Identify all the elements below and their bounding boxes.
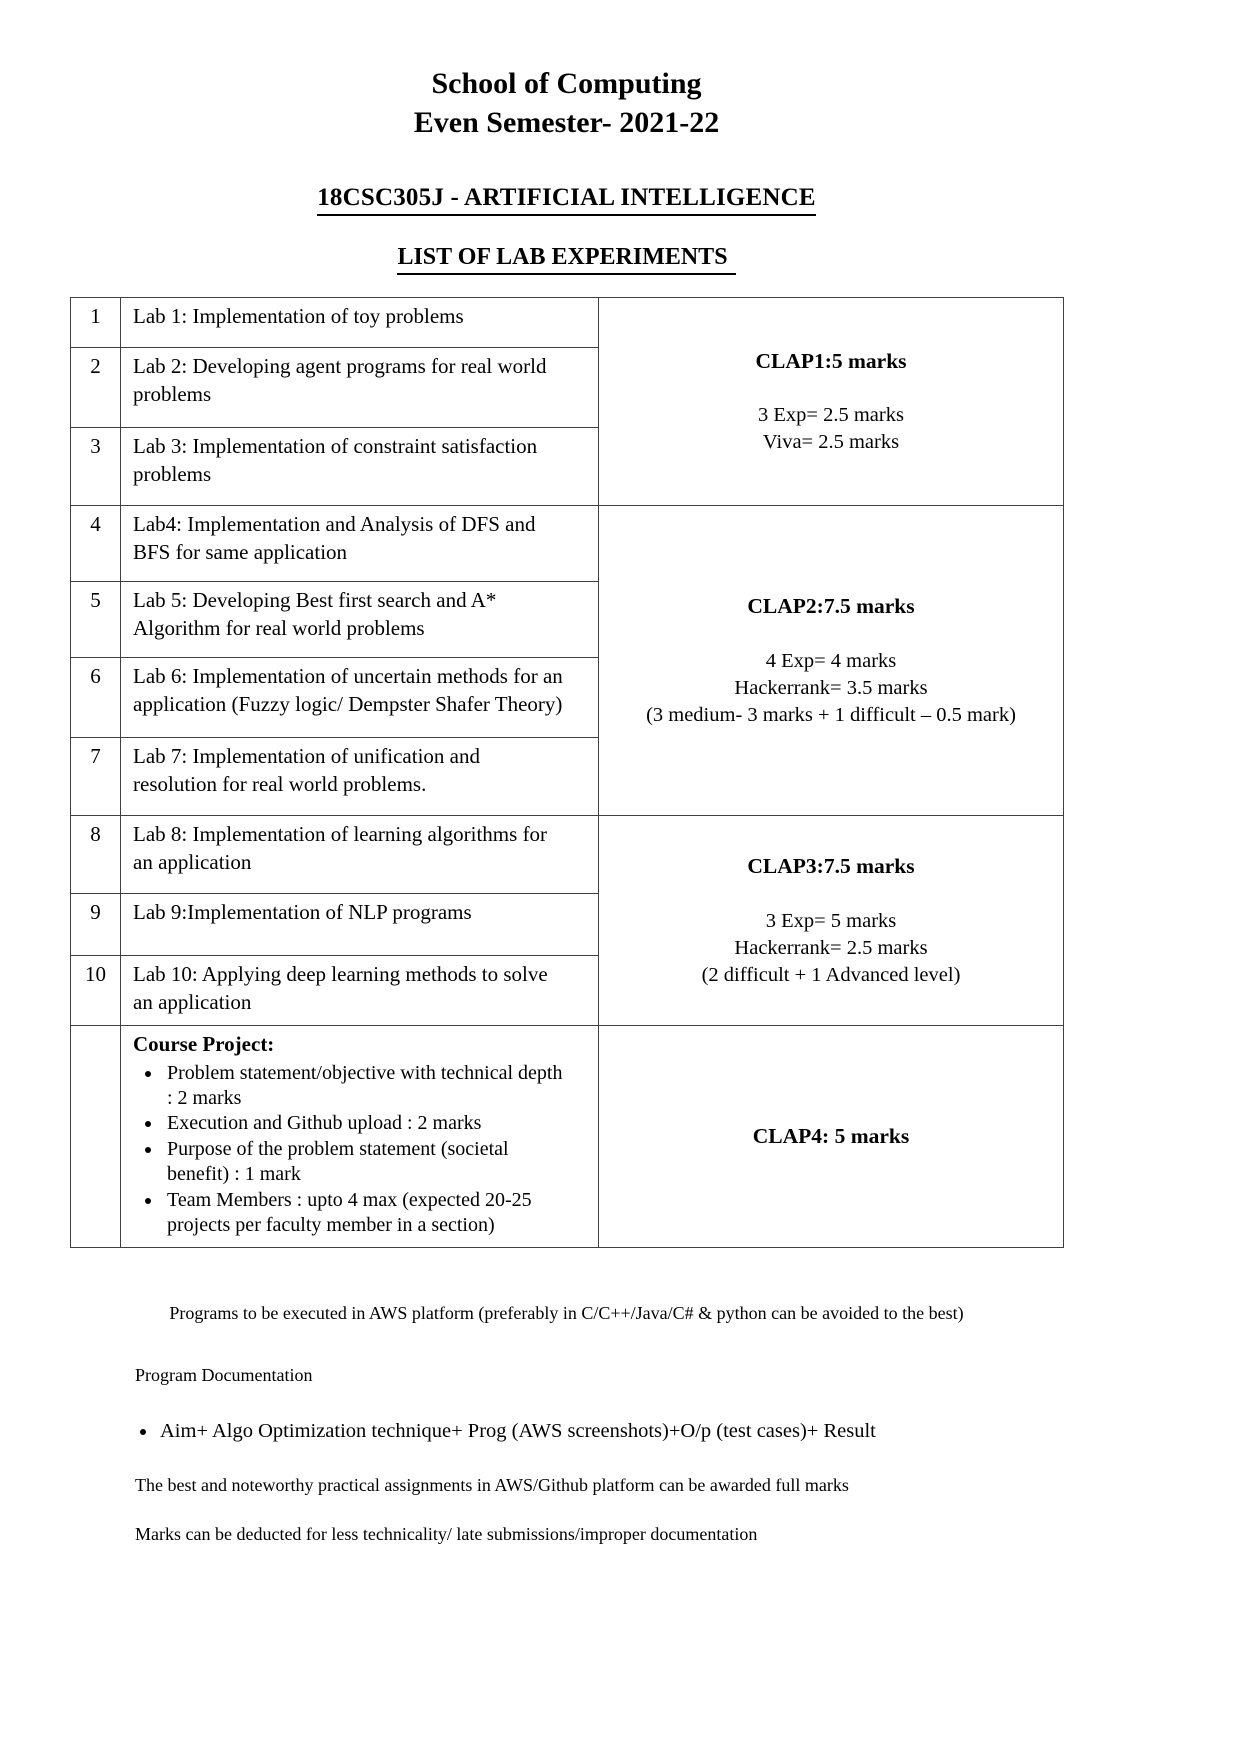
lab-description: Lab 9:Implementation of NLP programs: [121, 894, 599, 956]
lab-description: Lab 6: Implementation of uncertain methods for an application (Fuzzy logic/ Dempster Shafer Theory): [121, 658, 599, 738]
clap1-title: CLAP1:5 marks: [755, 348, 907, 373]
spacer: [609, 621, 1053, 648]
marks-line: 3 Exp= 5 marks: [765, 909, 897, 932]
document-page: [70, 0, 1063, 1545]
lab-description: Lab4: Implementation and Analysis of DFS and BFS for same application: [121, 506, 599, 582]
row-number: 2: [71, 348, 121, 428]
table-row: [71, 298, 1064, 348]
lab-description: Lab 7: Implementation of unification and resolution for real world problems.: [121, 738, 599, 816]
marks-line: Hackerrank= 2.5 marks: [734, 936, 928, 959]
clap2-title: CLAP2:7.5 marks: [747, 594, 915, 619]
marks-cell-clap4: [599, 1026, 1064, 1248]
lab-description: Lab 5: Developing Best first search and A* Algorithm for real world problems: [121, 582, 599, 658]
footer-bullet-list: [70, 1420, 1063, 1443]
row-number: 8: [71, 816, 121, 894]
marks-line: 4 Exp= 4 marks: [765, 649, 897, 672]
marks-line: Hackerrank= 3.5 marks: [734, 676, 928, 699]
lab-description: Lab 3: Implementation of constraint satisfaction problems: [121, 428, 599, 506]
marks-line: 3 Exp= 2.5 marks: [758, 404, 904, 427]
footer-full-marks-note: The best and noteworthy practical assignments in AWS/Github platform can be awarded full marks: [135, 1475, 849, 1495]
row-number: 10: [71, 956, 121, 1026]
row-number: 5: [71, 582, 121, 658]
table-row: [71, 506, 1064, 582]
footer-program-documentation: Program Documentation: [135, 1365, 313, 1385]
marks-line: (2 difficult + 1 Advanced level): [701, 963, 961, 986]
footer-aws-note: Programs to be executed in AWS platform (preferably in C/C++/Java/C# & python can be avoided to the best): [169, 1303, 964, 1323]
list-title-row: [70, 244, 1063, 275]
course-title: 18CSC305J - ARTIFICIAL INTELLIGENCE: [317, 184, 816, 216]
course-project-item: • Execution and Github upload : 2 marks: [163, 1111, 568, 1136]
marks-cell-clap1: [599, 298, 1064, 506]
footer-documentation-item: • Aim+ Algo Optimization technique+ Prog (AWS screenshots)+O/p (test cases)+ Result: [158, 1420, 1063, 1443]
lab-experiments-table: [70, 297, 1064, 1248]
lab-description: Lab 8: Implementation of learning algorithms for an application: [121, 816, 599, 894]
row-number-empty: [71, 1026, 121, 1248]
marks-cell-clap2: [599, 506, 1064, 816]
clap4-title: CLAP4: 5 marks: [752, 1124, 910, 1149]
course-project-title: Course Project:: [133, 1032, 275, 1056]
row-number: 1: [71, 298, 121, 348]
semester-title: Even Semester- 2021-22: [413, 106, 720, 139]
spacer: [609, 375, 1053, 402]
marks-line: (3 medium- 3 marks + 1 difficult – 0.5 mark): [646, 703, 1016, 726]
marks-cell-clap3: [599, 816, 1064, 1026]
spacer: [609, 881, 1053, 908]
course-project-item: • Problem statement/objective with technical depth : 2 marks: [163, 1061, 568, 1111]
row-number: 3: [71, 428, 121, 506]
row-number: 9: [71, 894, 121, 956]
course-project-cell: [121, 1026, 599, 1248]
table-row: [71, 816, 1064, 894]
clap3-title: CLAP3:7.5 marks: [747, 854, 915, 879]
marks-line: Viva= 2.5 marks: [762, 431, 900, 454]
lab-description: Lab 2: Developing agent programs for real world problems: [121, 348, 599, 428]
lab-description: Lab 1: Implementation of toy problems: [121, 298, 599, 348]
lab-description: Lab 10: Applying deep learning methods to solve an application: [121, 956, 599, 1026]
course-project-item: • Team Members : upto 4 max (expected 20-25 projects per faculty member in a section): [163, 1188, 568, 1238]
course-title-row: [70, 184, 1063, 216]
course-project-item: • Purpose of the problem statement (societal benefit) : 1 mark: [163, 1137, 568, 1187]
course-project-list: [133, 1061, 568, 1238]
row-number: 7: [71, 738, 121, 816]
row-number: 6: [71, 658, 121, 738]
school-title: School of Computing: [431, 67, 702, 100]
row-number: 4: [71, 506, 121, 582]
table-row-course-project: [71, 1026, 1064, 1248]
footer-deduction-note: Marks can be deducted for less technicality/ late submissions/improper documentation: [135, 1524, 758, 1544]
list-title: LIST OF LAB EXPERIMENTS: [397, 244, 735, 275]
